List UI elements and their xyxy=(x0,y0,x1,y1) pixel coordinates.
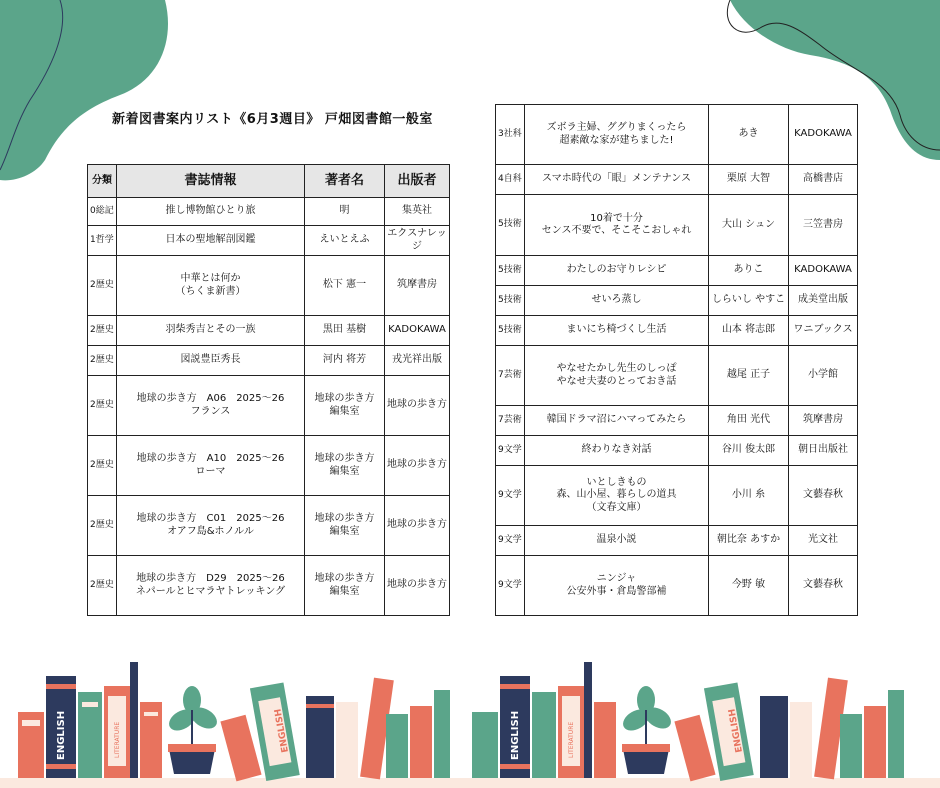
author-cell: 地球の歩き方 編集室 xyxy=(305,376,385,436)
publisher-cell: 光文社 xyxy=(789,526,858,556)
publisher-cell: 集英社 xyxy=(385,198,450,226)
table-header-row xyxy=(88,165,450,198)
title-cell: 日本の聖地解剖図鑑 xyxy=(117,226,305,256)
category-cell: 5技術 xyxy=(496,286,525,316)
publisher-cell: 三笠書房 xyxy=(789,195,858,256)
table-row xyxy=(496,556,858,616)
spine-label: ENGLISH xyxy=(727,707,745,754)
table-row xyxy=(496,406,858,436)
title-cell: スマホ時代の「眼」メンテナンス xyxy=(525,165,709,195)
header-author: 著者名 xyxy=(305,165,385,198)
author-cell: 黒田 基樹 xyxy=(305,316,385,346)
author-cell: しらいし やすこ xyxy=(709,286,789,316)
publisher-cell: 成美堂出版 xyxy=(789,286,858,316)
author-cell: 地球の歩き方 編集室 xyxy=(305,496,385,556)
category-cell: 2歴史 xyxy=(88,376,117,436)
table-row xyxy=(496,346,858,406)
publisher-cell: KADOKAWA xyxy=(789,105,858,165)
table-row xyxy=(88,346,450,376)
title-cell: やなせたかし先生のしっぽ やなせ夫妻のとっておき話 xyxy=(525,346,709,406)
title-cell: 10着で十分 センス不要で、そこそこおしゃれ xyxy=(525,195,709,256)
author-cell: 河内 将芳 xyxy=(305,346,385,376)
author-cell: 小川 糸 xyxy=(709,466,789,526)
author-cell: 大山 シュン xyxy=(709,195,789,256)
title-cell: まいにち椅づくし生活 xyxy=(525,316,709,346)
table-row xyxy=(496,256,858,286)
header-category: 分類 xyxy=(88,165,117,198)
publisher-cell: 文藝春秋 xyxy=(789,556,858,616)
spine-label: ENGLISH xyxy=(510,710,521,760)
title-cell: ズボラ主婦、ググりまくったら 超素敵な家が建ちました! xyxy=(525,105,709,165)
publisher-cell: 地球の歩き方 xyxy=(385,436,450,496)
publisher-cell: 筑摩書房 xyxy=(385,256,450,316)
table-row xyxy=(88,556,450,616)
author-cell: 地球の歩き方 編集室 xyxy=(305,556,385,616)
table-row xyxy=(496,526,858,556)
book-group-left xyxy=(18,662,450,781)
author-cell: 栗原 大智 xyxy=(709,165,789,195)
title-cell: 羽柴秀吉とその一族 xyxy=(117,316,305,346)
author-cell: ありこ xyxy=(709,256,789,286)
title-cell: 韓国ドラマ沼にハマってみたら xyxy=(525,406,709,436)
table-row xyxy=(88,496,450,556)
title-cell: 図説豊臣秀長 xyxy=(117,346,305,376)
category-cell: 0総記 xyxy=(88,198,117,226)
bookshelf-illustration xyxy=(0,640,940,788)
title-cell: 地球の歩き方 D29 2025～26 ネパールとヒマラヤトレッキング xyxy=(117,556,305,616)
publisher-cell: 地球の歩き方 xyxy=(385,376,450,436)
spine-label: ENGLISH xyxy=(56,710,67,760)
category-cell: 2歴史 xyxy=(88,256,117,316)
title-cell: 地球の歩き方 A10 2025～26 ローマ xyxy=(117,436,305,496)
author-cell: 今野 敏 xyxy=(709,556,789,616)
table-row xyxy=(496,436,858,466)
table-row xyxy=(496,195,858,256)
author-cell: 朝比奈 あすか xyxy=(709,526,789,556)
table-row xyxy=(88,376,450,436)
table-row xyxy=(496,165,858,195)
book-list-table-left xyxy=(87,164,450,616)
table-row xyxy=(88,316,450,346)
title-cell: 地球の歩き方 C01 2025～26 オアフ島&ホノルル xyxy=(117,496,305,556)
author-cell: 地球の歩き方 編集室 xyxy=(305,436,385,496)
author-cell: 越尾 正子 xyxy=(709,346,789,406)
author-cell: 明 xyxy=(305,198,385,226)
author-cell: 松下 憲一 xyxy=(305,256,385,316)
publisher-cell: 小学館 xyxy=(789,346,858,406)
category-cell: 2歴史 xyxy=(88,556,117,616)
header-publisher: 出版者 xyxy=(385,165,450,198)
publisher-cell: 筑摩書房 xyxy=(789,406,858,436)
category-cell: 5技術 xyxy=(496,256,525,286)
publisher-cell: 地球の歩き方 xyxy=(385,496,450,556)
author-cell: 谷川 俊太郎 xyxy=(709,436,789,466)
author-cell: あき xyxy=(709,105,789,165)
title-cell: 中華とは何か （ちくま新書） xyxy=(117,256,305,316)
publisher-cell: 朝日出版社 xyxy=(789,436,858,466)
title-cell: 地球の歩き方 A06 2025～26 フランス xyxy=(117,376,305,436)
header-title: 書誌情報 xyxy=(117,165,305,198)
title-cell: せいろ蒸し xyxy=(525,286,709,316)
corner-decoration-top-left xyxy=(0,0,200,185)
title-cell: 推し博物館ひとり旅 xyxy=(117,198,305,226)
spine-label: ENGLISH xyxy=(273,707,291,754)
category-cell: 2歴史 xyxy=(88,346,117,376)
table-row xyxy=(88,198,450,226)
category-cell: 7芸術 xyxy=(496,346,525,406)
category-cell: 5技術 xyxy=(496,195,525,256)
title-cell: 終わりなき対話 xyxy=(525,436,709,466)
table-row xyxy=(88,226,450,256)
table-row xyxy=(496,466,858,526)
spine-label: LITERATURE xyxy=(568,721,575,758)
category-cell: 5技術 xyxy=(496,316,525,346)
publisher-cell: 高橋書店 xyxy=(789,165,858,195)
publisher-cell: KADOKAWA xyxy=(385,316,450,346)
publisher-cell: 地球の歩き方 xyxy=(385,556,450,616)
publisher-cell: 戎光祥出版 xyxy=(385,346,450,376)
category-cell: 2歴史 xyxy=(88,436,117,496)
table-row xyxy=(496,286,858,316)
table-row xyxy=(88,256,450,316)
category-cell: 7芸術 xyxy=(496,406,525,436)
category-cell: 2歴史 xyxy=(88,316,117,346)
title-cell: わたしのお守りレシピ xyxy=(525,256,709,286)
table-row xyxy=(496,105,858,165)
category-cell: 9文学 xyxy=(496,556,525,616)
table-row xyxy=(496,316,858,346)
author-cell: えいとえふ xyxy=(305,226,385,256)
title-cell: いとしきもの 森、山小屋、暮らしの道具 （文春文庫） xyxy=(525,466,709,526)
book-group-right xyxy=(472,662,904,781)
category-cell: 9文学 xyxy=(496,526,525,556)
title-cell: ニンジャ 公安外事・倉島警部補 xyxy=(525,556,709,616)
author-cell: 角田 光代 xyxy=(709,406,789,436)
spine-label: LITERATURE xyxy=(114,721,121,758)
title-cell: 温泉小説 xyxy=(525,526,709,556)
category-cell: 2歴史 xyxy=(88,496,117,556)
table-row xyxy=(88,436,450,496)
publisher-cell: ワニブックス xyxy=(789,316,858,346)
category-cell: 3社科 xyxy=(496,105,525,165)
publisher-cell: エクスナレッジ xyxy=(385,226,450,256)
category-cell: 9文学 xyxy=(496,436,525,466)
publisher-cell: KADOKAWA xyxy=(789,256,858,286)
page-title: 新着図書案内リスト《6月3週目》 戸畑図書館一般室 xyxy=(112,112,433,127)
book-list-table-right xyxy=(495,104,858,616)
category-cell: 9文学 xyxy=(496,466,525,526)
category-cell: 1哲学 xyxy=(88,226,117,256)
publisher-cell: 文藝春秋 xyxy=(789,466,858,526)
author-cell: 山本 将志郎 xyxy=(709,316,789,346)
category-cell: 4自科 xyxy=(496,165,525,195)
